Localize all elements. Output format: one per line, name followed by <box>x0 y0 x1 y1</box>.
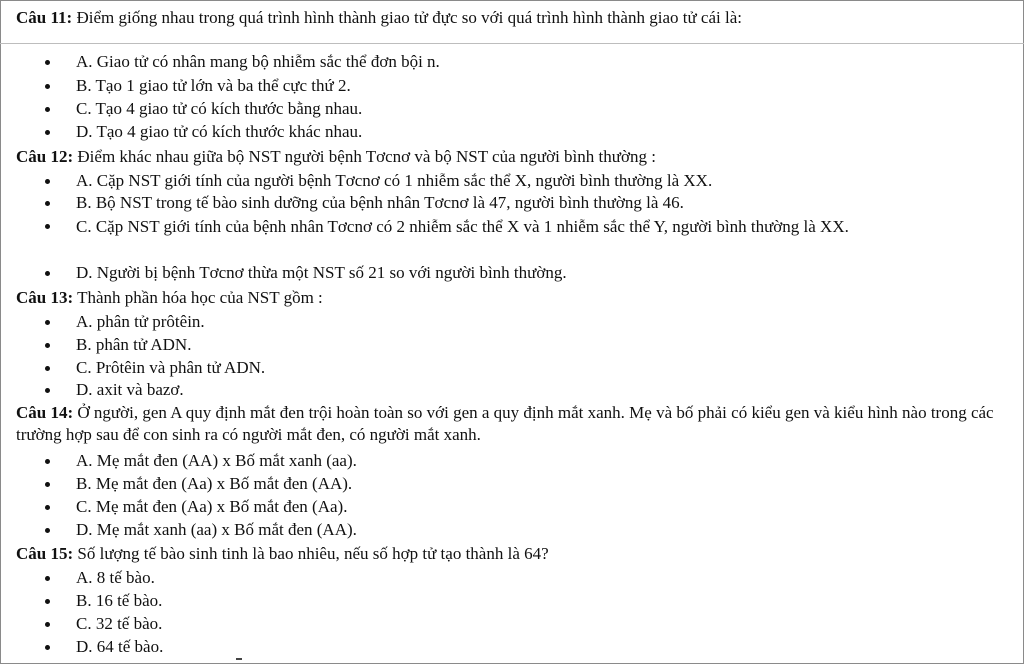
q15-option-b <box>76 590 162 612</box>
q15-option-c-text: C. 32 tế bào. <box>76 614 163 633</box>
q15-option-d-text: D. 64 tế bào. <box>76 637 164 656</box>
q13-option-b-text: B. phân tử ADN. <box>76 335 192 354</box>
q14-option-b <box>76 473 352 495</box>
bullet-icon <box>45 84 50 89</box>
q11-option-b-text: B. Tạo 1 giao tử lớn và ba thể cực thứ 2. <box>76 76 351 95</box>
q12-option-d <box>76 262 567 284</box>
bullet-icon <box>45 343 50 348</box>
q11-option-c-text: C. Tạo 4 giao tử có kích thước bằng nhau. <box>76 99 363 118</box>
q12-option-c-text: C. Cặp NST giới tính của bệnh nhân Tơcnơ có 2 nhiễm sắc thể X và 1 nhiễm sắc thể Y, người bình thường là XX. <box>76 217 849 236</box>
q11-option-a-text: A. Giao tử có nhân mang bộ nhiễm sắc thể đơn bội n. <box>76 52 440 71</box>
bullet-icon <box>45 201 50 206</box>
question-12-label: Câu 12: <box>16 147 74 166</box>
q11-option-b <box>76 75 351 97</box>
q11-option-d <box>76 121 362 143</box>
bullet-icon <box>45 459 50 464</box>
question-14-label: Câu 14: <box>16 403 74 422</box>
q14-option-d <box>76 519 357 541</box>
bullet-icon <box>45 505 50 510</box>
q13-option-a <box>76 311 205 333</box>
bullet-icon <box>45 320 50 325</box>
question-12-text: Điểm khác nhau giữa bộ NST người bệnh Tơcnơ và bộ NST của người bình thường : <box>73 147 656 166</box>
q13-option-c <box>76 357 265 379</box>
q13-option-b <box>76 334 191 356</box>
question-11-text: Điểm giống nhau trong quá trình hình thành giao tử đực so với quá trình hình thành giao tử cái là: <box>72 8 742 27</box>
q14-option-a-text: A. Mẹ mắt đen (AA) x Bố mắt xanh (aa). <box>76 451 357 470</box>
question-15 <box>16 543 549 565</box>
q11-option-d-text: D. Tạo 4 giao tử có kích thước khác nhau. <box>76 122 363 141</box>
q13-option-c-text: C. Prôtêin và phân tử ADN. <box>76 358 266 377</box>
bullet-icon <box>45 645 50 650</box>
q13-option-d-text: D. axit và bazơ. <box>76 380 184 399</box>
bullet-icon <box>45 528 50 533</box>
question-12 <box>16 146 656 168</box>
question-15-label: Câu 15: <box>16 544 74 563</box>
question-14 <box>16 402 1006 446</box>
q12-option-a <box>76 170 712 192</box>
q11-option-c <box>76 98 362 120</box>
bullet-icon <box>45 179 50 184</box>
q12-option-c <box>76 215 986 238</box>
question-13 <box>16 287 323 309</box>
bullet-icon <box>45 388 50 393</box>
q13-option-d <box>76 379 184 401</box>
q14-option-c <box>76 496 347 518</box>
bullet-icon <box>45 130 50 135</box>
question-11-label: Câu 11: <box>16 8 73 27</box>
q12-option-a-text: A. Cặp NST giới tính của người bệnh Tơcnơ có 1 nhiễm sắc thể X, người bình thường là XX. <box>76 171 713 190</box>
q14-option-a <box>76 450 357 472</box>
question-13-label: Câu 13: <box>16 288 74 307</box>
bullet-icon <box>45 60 50 65</box>
q13-option-a-text: A. phân tử prôtêin. <box>76 312 205 331</box>
q15-option-d <box>76 636 163 658</box>
q15-option-c <box>76 613 162 635</box>
question-15-text: Số lượng tế bào sinh tinh là bao nhiêu, nếu số hợp tử tạo thành là 64? <box>73 544 549 563</box>
q15-option-b-text: B. 16 tế bào. <box>76 591 163 610</box>
bullet-icon <box>45 599 50 604</box>
question-11 <box>16 7 742 29</box>
bullet-icon <box>45 271 50 276</box>
q14-option-d-text: D. Mẹ mắt xanh (aa) x Bố mắt đen (AA). <box>76 520 357 539</box>
q15-option-a <box>76 567 155 589</box>
question-14-text: Ở người, gen A quy định mắt đen trội hoàn toàn so với gen a quy định mắt xanh. Mẹ và bố phải có kiểu gen và kiểu hình nào trong các trường hợp sau để con sinh ra có người mắt đen, có người mắt xanh. <box>16 403 994 444</box>
bullet-icon <box>45 107 50 112</box>
q15-option-a-text: A. 8 tế bào. <box>76 568 155 587</box>
q12-option-d-text: D. Người bị bệnh Tơcnơ thừa một NST số 21 so với người bình thường. <box>76 263 567 282</box>
q14-option-c-text: C. Mẹ mắt đen (Aa) x Bố mắt đen (Aa). <box>76 497 348 516</box>
bullet-icon <box>45 366 50 371</box>
bullet-icon <box>45 622 50 627</box>
cut-off-glyph <box>236 658 242 660</box>
bullet-icon <box>45 482 50 487</box>
q11-option-a <box>76 51 440 73</box>
q12-option-b-text: B. Bộ NST trong tế bào sinh dưỡng của bệnh nhân Tơcnơ là 47, người bình thường là 46. <box>76 193 684 212</box>
question-13-text: Thành phần hóa học của NST gồm : <box>73 288 323 307</box>
q12-option-b <box>76 192 684 214</box>
bullet-icon <box>45 576 50 581</box>
q14-option-b-text: B. Mẹ mắt đen (Aa) x Bố mắt đen (AA). <box>76 474 353 493</box>
bullet-icon <box>45 224 50 229</box>
